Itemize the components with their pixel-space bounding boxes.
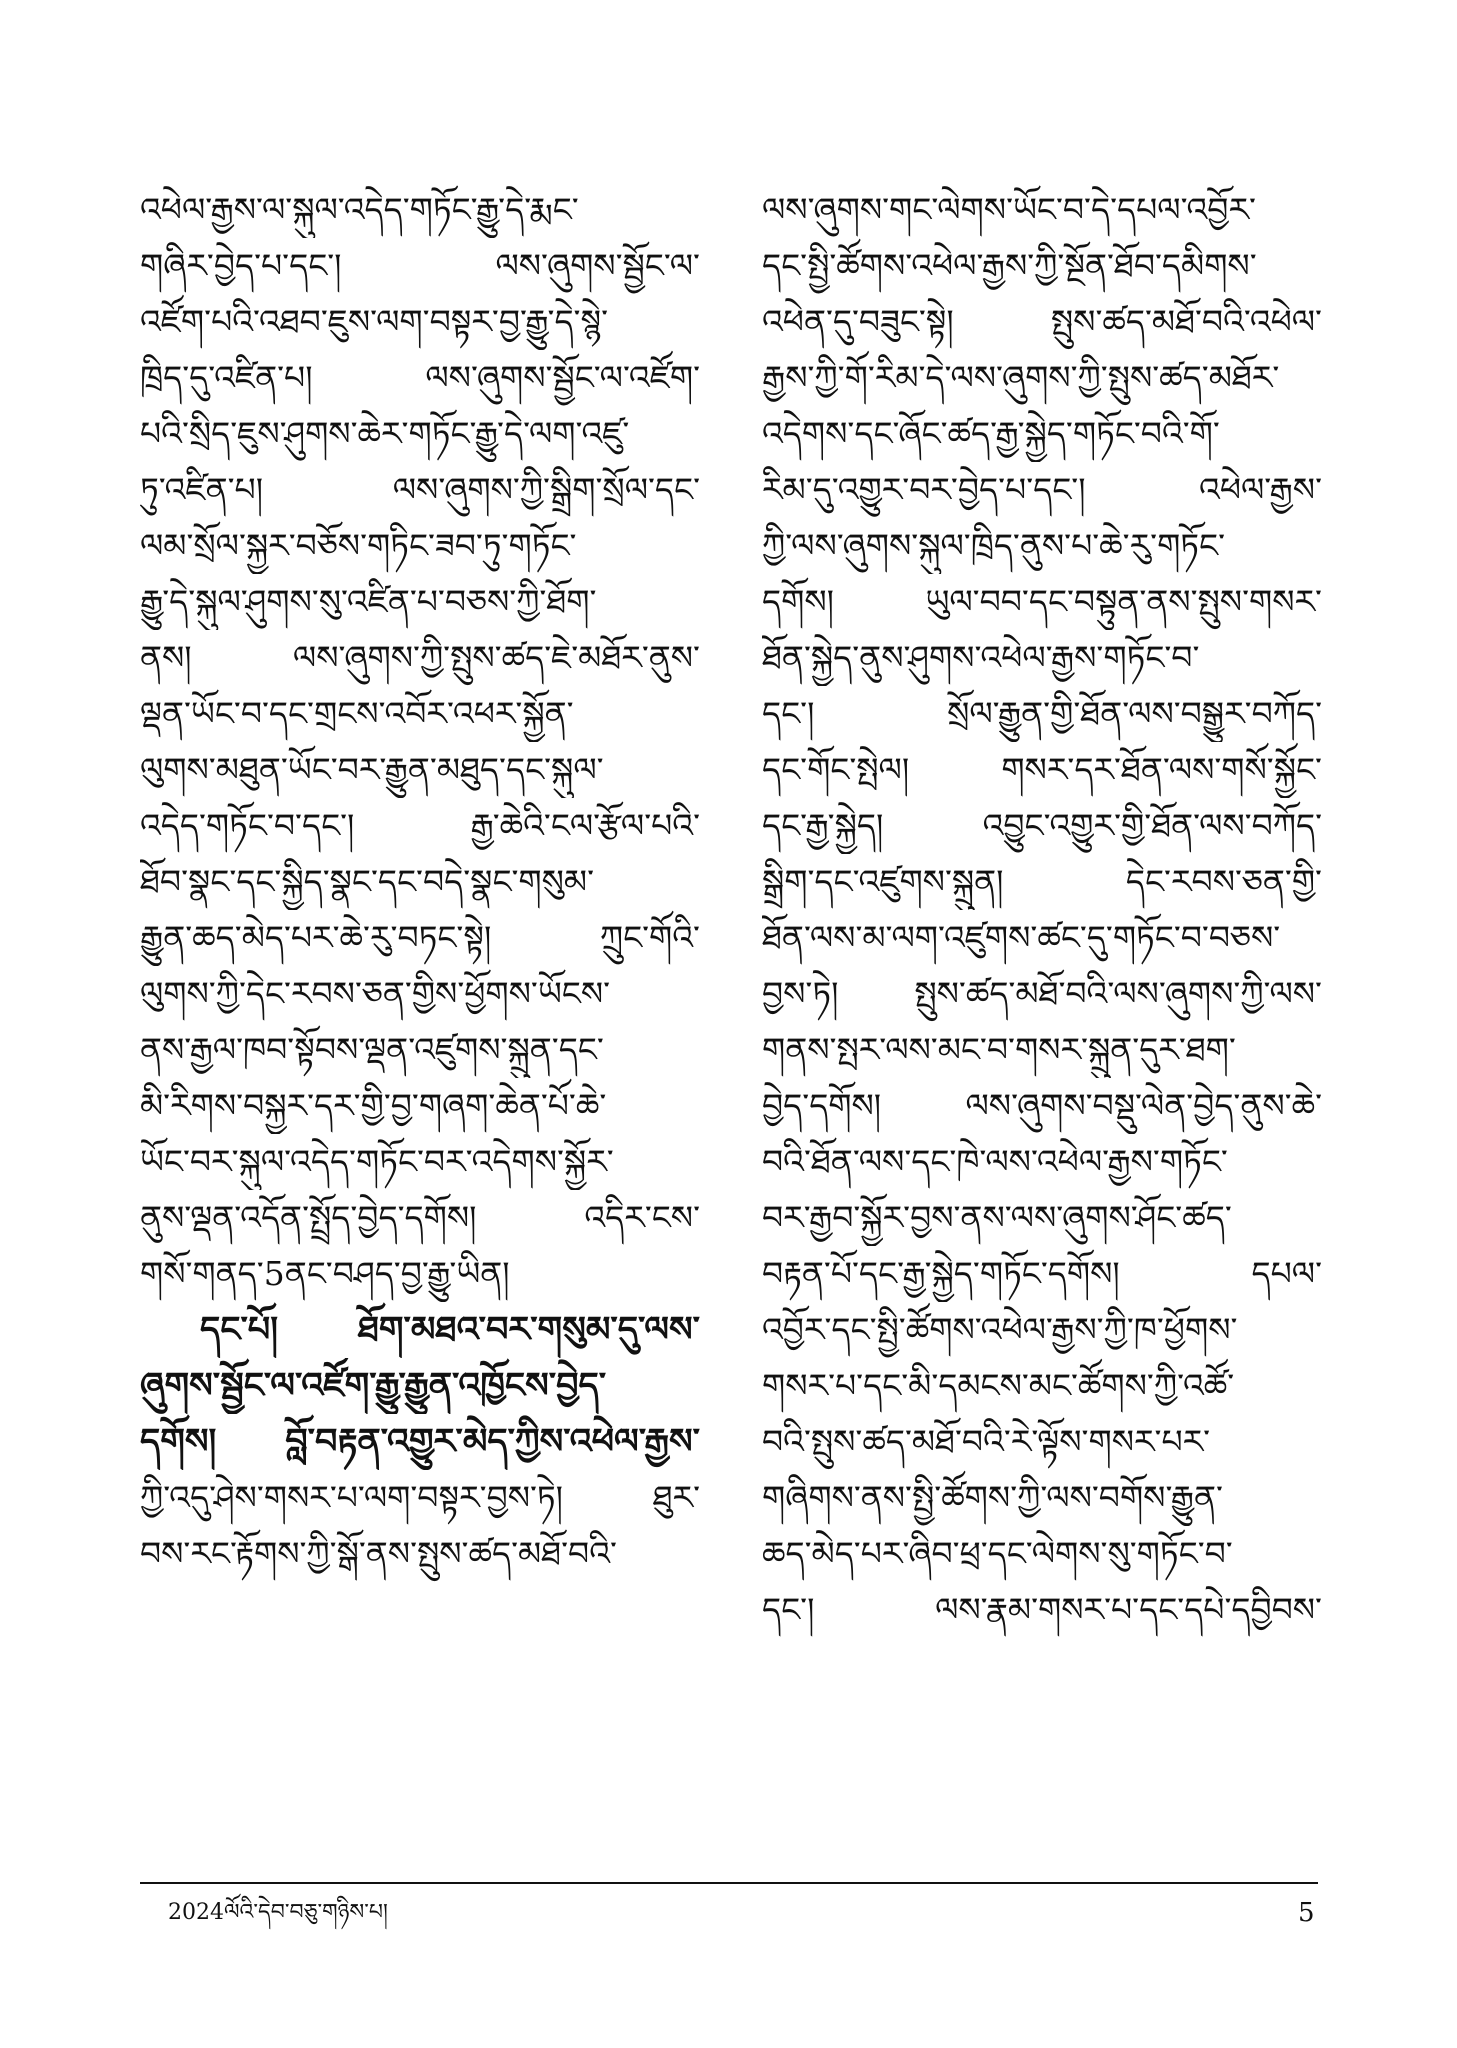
text-line: ལམ་སྲོལ་སྐྱར་བཅོས་གཏིང་ཟབ་ཏུ་གཏོང་	[140, 526, 577, 565]
text-line: ནུས་ལྡན་འདོན་སྤྲོད་བྱེད་དགོས། འདིར་ངས་	[140, 1198, 700, 1237]
text-line: རྒྱུ་དེ་སྐུལ་ཤུགས་སུ་འཛིན་པ་བཅས་ཀྱི་ཐོག་	[140, 582, 597, 621]
text-line: ཏུ་འཛིན་པ། ལས་ཞུགས་ཀྱི་སྒྲིག་སྲོལ་དང་	[140, 470, 700, 509]
text-line: སྒྲིག་དང་འཛུགས་སྐྲུན། དེང་རབས་ཅན་གྱི་	[762, 862, 1322, 901]
text-line: བྱེད་དགོས། ལས་ཞུགས་བསྡུ་ལེན་བྱེད་ནུས་ཆེ་	[762, 1086, 1322, 1125]
text-line: འབྱོར་དང་སྤྱི་ཚོགས་འཕེལ་རྒྱས་ཀྱི་ཁ་ཕྱོགས་	[762, 1310, 1238, 1349]
text-line: བས་རང་རྟོགས་ཀྱི་སྒོ་ནས་སྤུས་ཚད་མཐོ་བའི་	[140, 1534, 617, 1573]
text-line: བའི་ཐོན་ལས་དང་ཁེ་ལས་འཕེལ་རྒྱས་གཏོང་	[762, 1142, 1228, 1181]
text-line: ཀྱི་འདུ་ཤེས་གསར་པ་ལག་བསྟར་བྱས་ཏེ། ཐུར་	[140, 1478, 700, 1517]
text-line: དང་། སྲོལ་རྒྱུན་གྱི་ཐོན་ལས་བསྒྱུར་བཀོད་	[762, 694, 1322, 733]
section-heading: དང་པོ། ཐོག་མཐའ་བར་གསུམ་དུ་ལས་	[200, 1309, 700, 1350]
text-line: ལུགས་མཐུན་ཡོང་བར་རྒྱུན་མཐུད་དང་སྐུལ་	[140, 750, 604, 789]
text-line: ནས། ལས་ཞུགས་ཀྱི་སྤུས་ཚད་ཇེ་མཐོར་ནུས་	[140, 638, 700, 677]
text-line: འདེད་གཏོང་བ་དང་། རྒྱ་ཆེའི་ངལ་རྩོལ་པའི་	[140, 806, 700, 845]
text-line: ཐོབ་སྣང་དང་སྐྱིད་སྣང་དང་བདེ་སྣང་གསུམ་	[140, 862, 595, 901]
text-line: བར་རྒྱབ་སྐྱོར་བྱས་ནས་ལས་ཞུགས་ཤོང་ཚད་	[762, 1198, 1232, 1237]
text-line: རིམ་དུ་འགྱུར་བར་བྱེད་པ་དང་། འཕེལ་རྒྱས་	[762, 470, 1322, 509]
section-heading: ཞུགས་སྦྱོང་ལ་འཛོག་རྒྱུ་རྒྱུན་འཁྱོངས་བྱེད་	[140, 1365, 607, 1406]
text-line: གསར་པ་དང་མི་དམངས་མང་ཚོགས་ཀྱི་འཚོ་	[762, 1366, 1235, 1405]
text-line: བྱས་ཏེ། སྤུས་ཚད་མཐོ་བའི་ལས་ཞུགས་ཀྱི་ལས་	[762, 974, 1322, 1013]
text-line: གཞིར་བྱེད་པ་དང་། ལས་ཞུགས་སྦྱོང་ལ་	[140, 246, 700, 285]
text-line: འཕེལ་རྒྱས་ལ་སྐུལ་འདེད་གཏོང་རྒྱུ་དེ་རྨང་	[140, 190, 579, 229]
footer-issue-label: 2024ལོའི་དེབ་བཅུ་གཉིས་པ།	[168, 1900, 388, 1925]
page-number: 5	[1298, 1898, 1315, 1928]
text-line: ནས་རྒྱལ་ཁབ་སྟོབས་ལྡན་འཛུགས་སྐྲུན་དང་	[140, 1030, 604, 1069]
text-line: དང་། ལས་རྣམ་གསར་པ་དང་དཔེ་དབྱིབས་	[762, 1590, 1322, 1629]
text-line: འདེགས་དང་ཞོང་ཚད་རྒྱ་སྐྱེད་གཏོང་བའི་གོ་	[762, 414, 1220, 453]
text-line: གནས་སྤར་ལས་མང་བ་གསར་སྐྲུན་དུར་ཐག་	[762, 1030, 1236, 1069]
footer-rule	[140, 1882, 1318, 1884]
text-line: ཆད་མེད་པར་ཞིབ་ཕྲ་དང་ལེགས་སུ་གཏོང་བ་	[762, 1534, 1233, 1573]
right-column	[762, 182, 1322, 1638]
text-line: ཐོན་སྐྱེད་ནུས་ཤུགས་འཕེལ་རྒྱས་གཏོང་བ་	[762, 638, 1200, 677]
text-line: དགོས། ཡུལ་བབ་དང་བསྟུན་ནས་སྤུས་གསར་	[762, 582, 1322, 621]
text-line: དང་སྤྱི་ཚོགས་འཕེལ་རྒྱས་ཀྱི་སྔོན་ཐོབ་དམིགས་	[762, 246, 1257, 285]
section-heading: དགོས། བློ་བརྟན་འགྱུར་མེད་ཀྱིས་འཕེལ་རྒྱས་	[140, 1421, 700, 1462]
text-line: བའི་སྤུས་ཚད་མཐོ་བའི་རེ་ལྟོས་གསར་པར་	[762, 1422, 1211, 1461]
text-line: ཐོན་ལས་མ་ལག་འཛུགས་ཚང་དུ་གཏོང་བ་བཅས་	[762, 918, 1281, 957]
text-line: དང་གོང་སྤེལ། གསར་དར་ཐོན་ལས་གསོ་སྐྱོང་	[762, 750, 1322, 789]
text-line: ཡོང་བར་སྐུལ་འདེད་གཏོང་བར་འདེགས་སྐྱོར་	[140, 1142, 614, 1181]
text-line: གསོ་གནད་5ནང་བཤད་བྱ་རྒྱུ་ཡིན།	[140, 1254, 510, 1293]
text-line: ཁྲིད་དུ་འཛིན་པ། ལས་ཞུགས་སྦྱོང་ལ་འཛོག་	[140, 358, 700, 397]
text-line: ལྡན་ཡོང་བ་དང་གྲངས་འབོར་འཕར་སྐྱོན་	[140, 694, 574, 733]
text-line: པའི་སྲིད་ཇུས་ཤུགས་ཆེར་གཏོང་རྒྱུ་དེ་ལག་འཛུ་	[140, 414, 630, 453]
text-line: རྒྱས་ཀྱི་གོ་རིམ་དེ་ལས་ཞུགས་ཀྱི་སྤུས་ཚད་མཐོར་	[762, 358, 1280, 397]
text-line: རྒྱུན་ཆད་མེད་པར་ཆེ་རུ་བཏང་སྟེ། ཀྲུང་གོའི་	[140, 918, 700, 957]
left-column	[140, 182, 700, 1582]
text-line: འཛོག་པའི་འཐབ་ཇུས་ལག་བསྟར་བྱ་རྒྱུ་དེ་སྙེ་	[140, 302, 609, 341]
text-line: ལུགས་ཀྱི་དེང་རབས་ཅན་གྱིས་ཕྱོགས་ཡོངས་	[140, 974, 611, 1013]
text-line: ལས་ཞུགས་གང་ལེགས་ཡོང་བ་དེ་དཔལ་འབྱོར་	[762, 190, 1256, 229]
text-line: གཞིགས་ནས་སྤྱི་ཚོགས་ཀྱི་ལས་བགོས་རྒྱུན་	[762, 1478, 1223, 1517]
text-line: བརྟན་པོ་དང་རྒྱ་སྐྱེད་གཏོང་དགོས། དཔལ་	[762, 1254, 1322, 1293]
text-line: ཀྱི་ལས་ཞུགས་སྐུལ་ཁྲིད་ནུས་པ་ཆེ་རུ་གཏོང་	[762, 526, 1226, 565]
text-line: དང་རྒྱ་སྐྱེད། འབྱུང་འགྱུར་གྱི་ཐོན་ལས་བཀོད་	[762, 806, 1322, 845]
text-line: མི་རིགས་བསྐྱར་དར་གྱི་བྱ་གཞག་ཆེན་པོ་ཆེ་	[140, 1086, 607, 1125]
text-line: འཕེན་དུ་བཟུང་སྟེ། སྤུས་ཚད་མཐོ་བའི་འཕེལ་	[762, 302, 1322, 341]
